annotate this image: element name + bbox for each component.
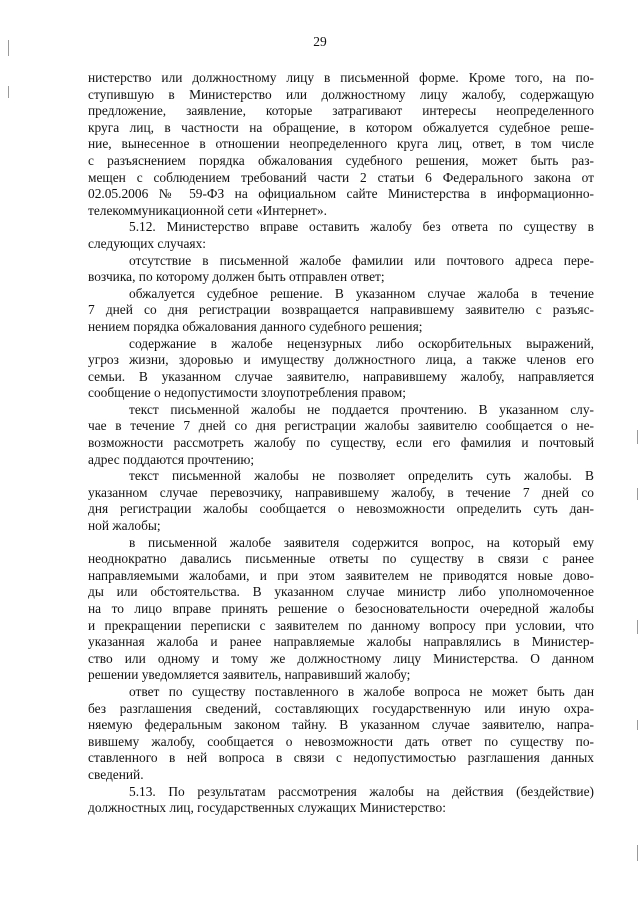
text-line: дня регистрации жалобы сообщается о невозможности определить суть дан- — [88, 501, 594, 517]
text-line: неоднократно давались письменные ответы по существу в связи с ранее — [88, 551, 594, 567]
scan-edge-mark — [637, 620, 638, 634]
text-line: указанном случае перевозчику, направившему жалобу, в течение 7 дней со — [88, 484, 594, 500]
text-line: 5.12. Министерство вправе оставить жалобу без ответа по существу в — [129, 219, 594, 235]
text-line: решении уведомляется заявитель, направивший жалобу; — [88, 667, 411, 683]
text-line: ство или одному и тому же должностному лицу Министерства. О данном — [88, 650, 594, 666]
text-line: угроз жизни, здоровью и имуществу должностного лица, а также членов его — [88, 352, 594, 368]
text-line: ступившую в Министерство или должностному лицу жалобу, содержащую — [88, 86, 594, 102]
scan-edge-mark — [637, 720, 638, 730]
text-line: текст письменной жалобы не позволяет определить суть жалобы. В — [129, 468, 594, 484]
text-line: вившему жалобу, сообщается о невозможности дать ответ по существу по- — [88, 733, 594, 749]
text-line: указанная жалоба и ранее направляемые жалобы направлялись в Министер- — [88, 634, 594, 650]
text-line: сведений. — [88, 766, 144, 782]
text-line: в письменной жалобе заявителя содержится вопрос, на который ему — [129, 534, 594, 550]
text-line: 02.05.2006 № 59-ФЗ на официальном сайте Министерства в информационно- — [88, 186, 594, 202]
text-line: без разглашения сведений, составляющих государственную или иную охра- — [88, 700, 594, 716]
text-line: няемую федеральным законом тайну. В указанном случае заявителю, напра- — [88, 717, 594, 733]
text-line: ды или обстоятельства. В указанном случае министр либо уполномоченное — [88, 584, 594, 600]
text-line: ной жалобы; — [88, 518, 161, 534]
body-text — [88, 70, 594, 817]
text-line: на то лицо вправе принять решение о безосновательности очередной жалобы — [88, 601, 594, 616]
text-line: сообщение о недопустимости злоупотребления правом; — [88, 385, 406, 401]
text-line: нистерство или должностному лицу в письменной форме. Кроме того, на по- — [88, 70, 594, 85]
text-line: телекоммуникационной сети «Интернет». — [88, 202, 327, 218]
scan-edge-mark — [8, 86, 9, 98]
text-line: возможности рассмотреть жалобу по существу, если его фамилия и почтовый — [88, 435, 594, 451]
text-line: предложение, заявление, которые затрагивают интересы неопределенного — [88, 103, 594, 119]
text-line: 7 дней со дня регистрации возвращается направившему заявителю с разъяс- — [88, 302, 594, 318]
text-line: возчика, по которому должен быть отправлен ответ; — [88, 269, 385, 285]
page-number: 29 — [313, 34, 327, 49]
text-line: должностных лиц, государственных служащих Министерство: — [88, 800, 446, 816]
text-line: ставленного в ней вопроса в связи с недопустимостью разглашения данных — [88, 750, 594, 766]
text-line: ние, вынесенное в отношении неопределенного круга лиц, ответ, в том числе — [88, 136, 594, 152]
text-line: направляемыми жалобами, и при этом заявителем не приводятся новые дово- — [88, 567, 594, 583]
text-line: семьи. В указанном случае заявителю, направившему жалобу, направляется — [88, 368, 594, 384]
text-line: содержание в жалобе нецензурных либо оскорбительных выражений, — [129, 335, 594, 351]
text-line: адрес поддаются прочтению; — [88, 451, 255, 467]
text-line: чае в течение 7 дней со дня регистрации жалобы заявителю сообщается о не- — [88, 418, 594, 434]
text-line: отсутствие в письменной жалобе фамилии или почтового адреса пере- — [129, 252, 594, 268]
text-line: круга лиц, в частности на обращение, в котором обжалуется судебное реше- — [88, 119, 594, 135]
text-line: 5.13. По результатам рассмотрения жалобы на действия (бездействие) — [129, 783, 594, 799]
text-line: мещен с соблюдением требований части 2 статьи 6 Федерального закона от — [88, 169, 594, 185]
text-line: обжалуется судебное решение. В указанном случае жалоба в течение — [129, 285, 594, 301]
text-line: и прекращении переписки с заявителем по данному вопросу при условии, что — [88, 617, 594, 633]
text-line: с разъяснением порядка обжалования судебного решения, может быть раз- — [88, 152, 594, 168]
scan-edge-mark — [637, 845, 638, 861]
scan-edge-mark — [8, 40, 9, 56]
text-line: нением порядка обжалования данного судебного решения; — [88, 318, 423, 334]
text-line: ответ по существу поставленного в жалобе вопроса не может быть дан — [129, 683, 594, 699]
text-line: следующих случаях: — [88, 235, 206, 251]
scan-edge-mark — [637, 488, 638, 500]
text-line: текст письменной жалобы не поддается прочтению. В указанном слу- — [129, 401, 594, 417]
scan-edge-mark — [637, 430, 638, 444]
